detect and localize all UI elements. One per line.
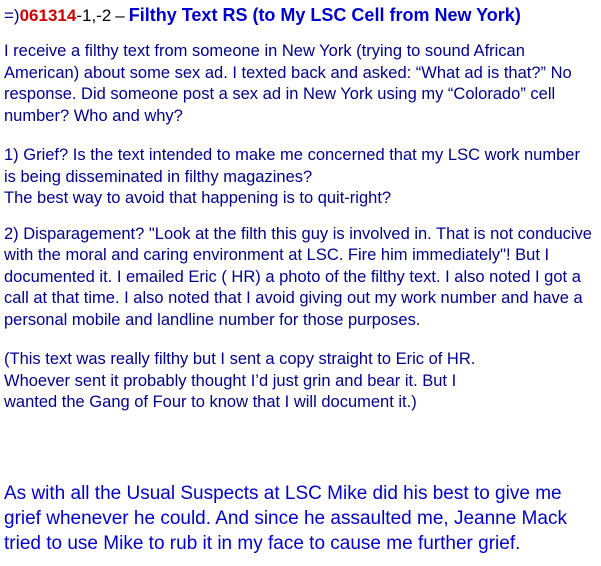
- closing-statement: As with all the Usual Suspects at LSC Mike did his best to give me grief whenever he could. And since he assaulted me, Jeanne Mack tried to use Mike to rub it in my face to cause me further grief.: [4, 482, 567, 554]
- paragraph-note-line3: wanted the Gang of Four to know that I will document it.): [4, 393, 417, 411]
- document-body: [0, 41, 601, 414]
- paragraph-note-line2: Whoever sent it probably thought I’d just grin and bear it. But I: [4, 371, 457, 390]
- header-numbers: -1,-2: [76, 6, 112, 25]
- paragraph-grief-line2: The best way to avoid that happening is to quit-right?: [4, 189, 392, 207]
- paragraph-note-line1: (This text was really filthy but I sent a copy straight to Eric of HR.: [4, 350, 476, 368]
- header-dash: –: [115, 6, 125, 25]
- spacer: [0, 27, 601, 41]
- header-marker: =): [4, 6, 20, 25]
- spacer: [0, 414, 601, 448]
- spacer: [4, 331, 595, 349]
- paragraph-grief-line1: 1) Grief? Is the text intended to make me concerned that my LSC work number is being disseminated in filthy magazines?: [4, 146, 580, 186]
- spacer: [4, 127, 595, 145]
- spacer: [0, 448, 601, 462]
- page-title: Filthy Text RS (to My LSC Cell from New York): [128, 5, 521, 25]
- paragraph-disparagement: 2) Disparagement? "Look at the filth this guy is involved in. That is not conducive with the moral and caring environment at LSC. Fire him immediately"! But I documented it. I emailed Eric ( HR) a photo of the filthy text. I also noted I got a call at that time. I also noted that I avoid giving out my work number and have a personal mobile and landline number for those purposes.: [4, 224, 592, 329]
- document-header: [0, 0, 601, 27]
- header-date: 061314: [19, 6, 77, 25]
- paragraph-intro: I receive a filthy text from someone in New York (trying to sound African American) about some sex ad. I texted back and asked: “What ad is that?” No response. Did someone post a sex ad in New York using my “Colorado” cell number? Who and why?: [4, 42, 572, 125]
- spacer: [4, 210, 595, 224]
